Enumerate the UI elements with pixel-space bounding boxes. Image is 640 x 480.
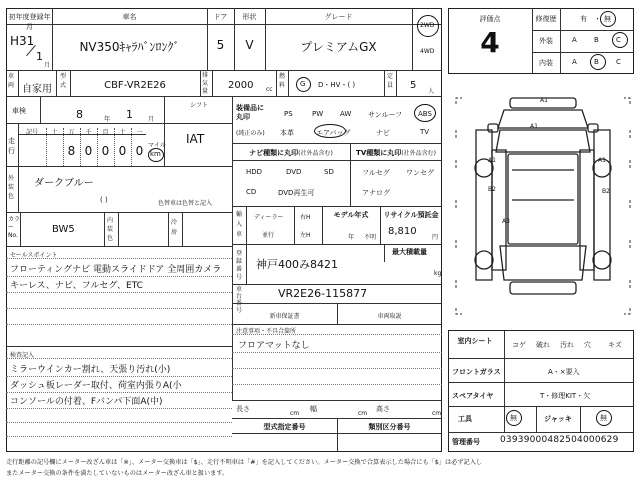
diag-a1-left: A1 [488, 157, 496, 164]
equipment-item: 本革 [280, 129, 294, 137]
mileage-unit: 百 [102, 129, 109, 136]
inspector-line-3: コンソールの付着、Fバンパ下面A(中) [10, 397, 163, 407]
doors-label: ドア [213, 13, 228, 21]
inspector-label: 検査記入 [10, 352, 35, 359]
tv-title-text: TV種類に丸印 [356, 149, 402, 157]
recycle-fee-label: リサイクル預託金 [383, 211, 439, 219]
model: CBF-VR2E26 [104, 80, 166, 91]
mileage-digit: 0 [101, 144, 110, 158]
fuel-g: G [300, 80, 306, 88]
glass-value: A・×要入 [548, 368, 580, 376]
repair-yes: 有 [580, 15, 587, 23]
length-cm: cm [290, 410, 300, 417]
nav-title-text: ナビ種類に丸印 [249, 149, 299, 157]
notes-text: フロアマットなし [238, 341, 310, 351]
mileage-label: 走行 [8, 137, 15, 155]
recycle-fee: 8,810 [388, 226, 417, 237]
plate-label: 登録番号 [236, 250, 243, 281]
mileage-ki-label: 記号 [26, 129, 39, 136]
tv-item: アナログ [362, 189, 390, 197]
diag-a1-roof: A1 [530, 123, 538, 130]
equipment-item: PS [284, 110, 293, 118]
diag-a1-top: A1 [540, 97, 548, 104]
color-no: BW5 [52, 224, 75, 235]
equipment-item: ABS [418, 110, 432, 118]
score-label: 評価点 [479, 15, 501, 23]
equipment-item: PW [312, 110, 324, 118]
ext-c: C [616, 36, 621, 44]
recycle-yen: 円 [432, 234, 439, 241]
exterior-paren: ( ) [100, 196, 108, 204]
int-b: B [594, 58, 599, 66]
mileage-unit: 千 [85, 129, 92, 136]
ext-a: A [572, 36, 577, 44]
doors: 5 [216, 38, 225, 52]
drive-2wd: 2WD [420, 22, 435, 29]
exterior-color: ダークブルー [34, 178, 94, 189]
height-cm: cm [432, 410, 442, 417]
equipment-item: TV [420, 128, 430, 136]
import-dealer: ディーラー [254, 214, 284, 221]
diag-a1-right: A1 [598, 157, 606, 164]
inspector-line-1: ミラーウインカー割れ、天張り汚れ(小) [10, 365, 171, 375]
capacity: 5 [410, 80, 417, 91]
length-label: 長さ [236, 405, 250, 413]
score-value: 4 [480, 26, 500, 59]
spare-value: T・修理KIT・欠 [540, 392, 591, 400]
diag-b2-right: B2 [602, 188, 610, 195]
shape-label: 形状 [242, 13, 257, 21]
usage: 自家用 [22, 84, 52, 95]
frame-label: 車台番号 [236, 286, 243, 314]
equipment-item: ナビ [376, 129, 390, 137]
mileage-unit: 十 [51, 129, 58, 136]
interior-item: 汚れ [560, 341, 574, 349]
drive-4wd: 4WD [420, 48, 435, 55]
model-year-unit: 年 [348, 234, 355, 241]
nav-title-sub: (社外品含む) [298, 150, 333, 157]
type-no-label: 型式指定番号 [263, 423, 306, 431]
mileage-digit: 0 [118, 144, 127, 158]
equipment-item: サンルーフ [368, 111, 403, 119]
import-parallel: 並行 [262, 232, 275, 239]
footer-line-1: 走行距離の記号欄にメーター改ざん車は「※」、メーター交換車は「$」、走行不明車は「#」を記入してください。メーター交換で合算表示した場合にも「$」は必ず記入し [6, 459, 483, 466]
width-label: 幅 [310, 405, 317, 413]
interior-item: キズ [608, 341, 622, 349]
inspector-line-2: ダッシュ板レーダー取付、荷室内張りA(小 [10, 381, 182, 391]
import-label: 輸入車 [236, 211, 243, 238]
interior-seat-label: 室内シート [457, 337, 493, 345]
width-cm: cm [358, 410, 368, 417]
height-label: 高さ [376, 405, 390, 413]
mileage-unit: 十 [119, 129, 126, 136]
abs-circle [414, 104, 436, 122]
mileage-digit: 0 [135, 144, 144, 158]
repair-dot: ・ [594, 15, 601, 23]
mgmt-label: 管理番号 [452, 438, 480, 446]
exterior-label: 外装色 [8, 175, 15, 200]
repair-label: 修復歴 [535, 15, 557, 23]
import-right: 右H [300, 214, 311, 221]
nav-item: SD [324, 168, 334, 176]
max-load-kg: kg [434, 270, 442, 277]
nav-item: CD [246, 188, 257, 196]
ext-b: B [594, 36, 599, 44]
airbag-circle [314, 124, 346, 138]
manual-label: 車両取説 [377, 313, 402, 320]
import-left: 左H [300, 232, 311, 239]
shaken-year-unit: 年 [104, 116, 111, 123]
equipment-item: AW [340, 110, 352, 118]
mileage-digit: 8 [67, 144, 76, 158]
seller-line-1: フローティングナビ 電動スライドドア 全周囲カメラ [10, 265, 222, 275]
color-no-label: カラー No. [8, 216, 21, 239]
seller-points-label: セールスポイント [10, 252, 58, 259]
glass-label: フロントガラス [452, 368, 501, 376]
tools-label: 工具 [458, 415, 472, 423]
diag-a3-bottom: A3 [502, 218, 510, 225]
int-a: A [572, 58, 577, 66]
shape: V [245, 38, 254, 52]
nav-item: DVD [286, 168, 302, 176]
interior-item: 破れ [536, 341, 550, 349]
equipment-sub: (純正のみ) [236, 130, 265, 137]
seller-line-2: キーレス、ナビ、フルセグ、ETC [10, 281, 143, 291]
interior-item: 穴 [584, 341, 591, 349]
ext-label: 外装 [539, 37, 553, 45]
nav-title [232, 148, 350, 158]
first-reg-label: 初年度登録年月 [8, 13, 51, 31]
reg-month-unit: 月 [44, 62, 51, 69]
tv-title [350, 148, 442, 158]
tools-value: 無 [510, 414, 517, 422]
nav-item: HDD [246, 168, 263, 176]
equipment-item: エアバッグ [316, 129, 351, 137]
mileage-mile: マイル [148, 142, 166, 149]
equipment-label: 装備品に丸印 [236, 104, 264, 121]
displacement: 2000 [228, 80, 254, 91]
model-year-label: モデル年式 [333, 211, 369, 219]
usage-label: 車両 [8, 73, 15, 89]
shaken-year: 8 [76, 108, 83, 121]
mileage-digit: 0 [84, 144, 93, 158]
mileage-unit: 万 [68, 129, 75, 136]
displacement-label: 排気量 [202, 72, 209, 95]
shift: IAT [186, 132, 205, 146]
nav-item: DVD再生可 [278, 189, 315, 197]
repair-no: 無 [604, 15, 611, 23]
plate-number: 神戸400み8421 [256, 258, 338, 271]
mileage-unit: 一 [136, 129, 143, 136]
shaken-month: 1 [126, 108, 133, 121]
spare-label: スペアタイヤ [452, 392, 494, 400]
fuel-label: 燃料 [279, 73, 286, 89]
reg-era-year: H31 [10, 34, 35, 48]
car-name: NV350ｷｬﾗﾊﾞﾝﾛﾝｸﾞ [79, 40, 180, 54]
notes-label: 注意事項・不具合箇所 [236, 328, 297, 335]
shaken-label: 車検 [12, 107, 26, 115]
footer-line-2: またメーター交換の条件を満たしていないものはメーター改ざん車と扱います。 [6, 470, 229, 477]
shaken-month-unit: 月 [148, 116, 155, 123]
capacity-unit: 人 [428, 88, 435, 95]
diag-b2-left: B2 [488, 186, 496, 193]
car-name-label: 車名 [122, 13, 137, 21]
warranty-label: 新車保証書 [269, 313, 300, 320]
frame-number: VR2E26-115877 [278, 287, 368, 300]
jack-value: 無 [600, 414, 607, 422]
exterior-note: 色替車は色替と記入 [158, 200, 213, 207]
reg-month: 1 [36, 50, 43, 63]
jack-label: ジャッキ [544, 415, 572, 423]
car-diagram [448, 90, 638, 320]
interior-color-label: 内装色 [107, 217, 114, 242]
int-c: C [616, 58, 621, 66]
model-label: 型式 [60, 73, 67, 89]
tv-item: フルセグ [362, 169, 390, 177]
shift-label: シフト [190, 102, 209, 109]
tv-item: ワンセグ [406, 169, 434, 177]
model-year-unknown: 不明 [364, 234, 377, 241]
mileage-divider [46, 128, 47, 166]
tv-title-sub: (社外品含む) [401, 150, 436, 157]
cc: cc [266, 86, 273, 93]
grade: プレミアムGX [300, 40, 377, 54]
interior-item: コゲ [512, 341, 526, 349]
int-label: 内装 [539, 59, 553, 67]
capacity-label: 定員 [387, 73, 394, 89]
recycle-label: 冷房 [171, 219, 178, 236]
mileage-km: km [150, 150, 161, 158]
class-no-label: 類別区分番号 [368, 423, 411, 431]
grade-label: グレード [324, 13, 353, 21]
max-load-label: 最大積載量 [392, 248, 427, 256]
mgmt-number: 03939000482504000629 [500, 435, 619, 445]
fuel-rest: D・HV・( ) [318, 81, 356, 89]
